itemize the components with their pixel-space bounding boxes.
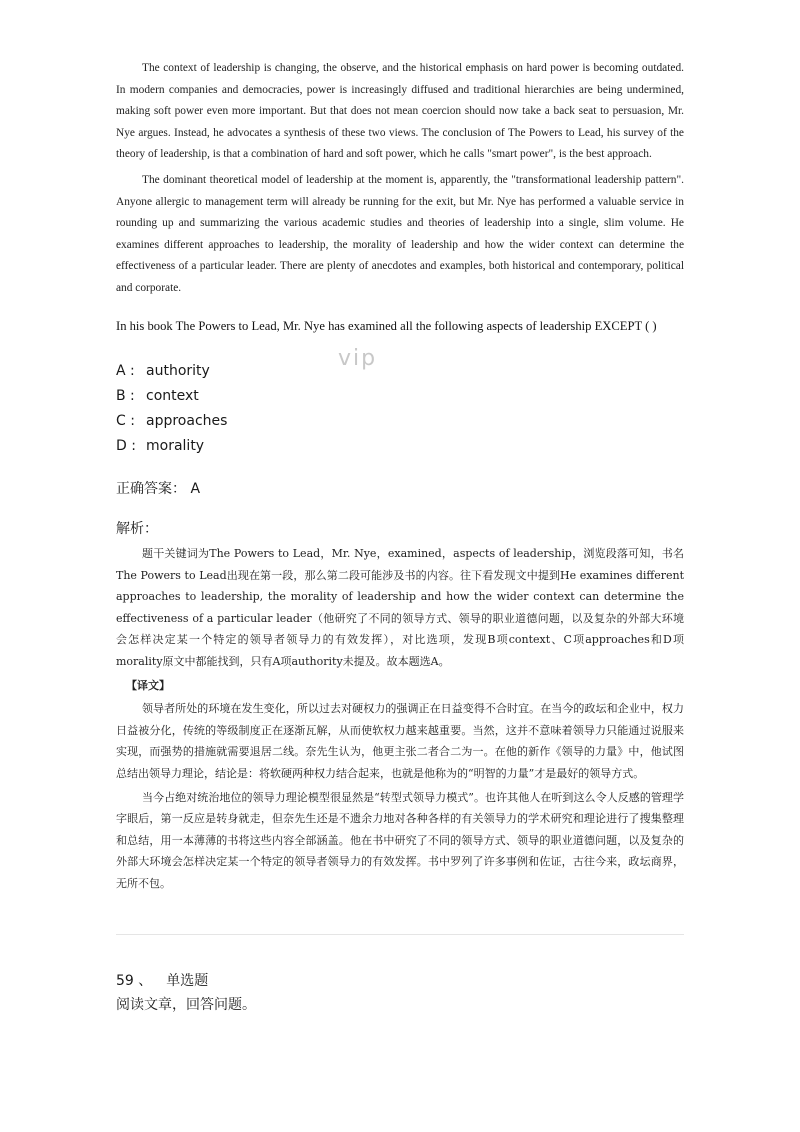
option-key: D : [116, 438, 136, 454]
watermark: vip [338, 346, 378, 371]
correct-answer [116, 478, 200, 498]
translation-paragraph-2: 当今占绝对统治地位的领导力理论模型很显然是“转型式领导力模式”。也许其他人在听到这么令人反感的管理学字眼后，第一反应是转身就走，但奈先生还是不遗余力地对各种各样的有关领导力的学术研究和理论进行了搜集整理和总结，用一本薄薄的书将这些内容全部涵盖。他在书中研究了不同的领导方式、领导的职业道德问题，以及复杂的外部大环境会怎样决定某一个特定的领导者领导力的有效发挥。书中罗列了许多事例和佐证，古往今来，政坛商界，无所不包。 [116, 790, 684, 890]
analysis-label: 解析： [116, 521, 158, 537]
passage-paragraph-2: The dominant theoretical model of leadership at the moment is, apparently, the "transformational leadership pattern". Anyone allergic to management term will already be running for the exit, but Mr. Nye has performed a valuable service in rounding up and summarizing the various academic studies and theories of leadership into a single, slim volume. He examines different approaches to leadership, the morality of leadership and how the wider context can determine the effectiveness of a particular leader. There are plenty of anecdotes and examples, both historical and contemporary, political and corporate. [116, 173, 684, 294]
section-divider [116, 934, 684, 935]
question-number: 59 、 [116, 973, 153, 989]
option-key: B : [116, 388, 135, 404]
passage-scan [116, 58, 684, 304]
option-text: authority [146, 363, 210, 379]
analysis-scan [116, 543, 684, 895]
analysis-explanation: 题干关键词为The Powers to Lead，Mr. Nye，examined，aspects of leadership，浏览段落可知，书名The Powers to Lead出现在第一段，那么第二段可能涉及书的内容。往下看发现文中提到He examines different approaches to leadership, the morality of leadership and how the wider context can determine the effectiveness of a particular leader（他研究了不同的领导方式、领导的职业道德问题，以及复杂的外部大环境会怎样决定某一个特定的领导者领导力的有效发挥），对比选项，发现B项context、C项approaches和D项morality原文中都能找到，只有A项authority未提及。故本题选A。 [116, 547, 684, 668]
answer-label: 正确答案： [116, 481, 186, 497]
option-c[interactable] [116, 410, 227, 435]
option-text: morality [146, 438, 205, 454]
passage-paragraph-1: The context of leadership is changing, the observe, and the historical emphasis on hard power is becoming outdated. In modern companies and democracies, power is increasingly diffused and traditional hierarchies are being undermined, making soft power even more important. But that does not mean coercion should now take a back seat to persuasion, Mr. Nye argues. Instead, he advocates a synthesis of these two views. The conclusion of The Powers to Lead, his survey of the theory of leadership, is that a combination of hard and soft power, which he calls "smart power", is the best approach. [116, 62, 684, 161]
option-text: context [146, 388, 199, 404]
translation-paragraph-1: 领导者所处的环境在发生变化，所以过去对硬权力的强调正在日益变得不合时宜。在当今的政坛和企业中，权力日益被分化，传统的等级制度正在逐渐瓦解，从而使软权力越来越重要。当然，这并不意味着领导力只能通过说服来实现，而强势的措施就需要退居二线。奈先生认为，他更主张二者合二为一。在他的新作《领导的力量》中，他试图总结出领导力理论，结论是：将软硬两种权力结合起来，也就是他称为的“明智的力量”才是最好的领导方式。 [116, 702, 684, 780]
next-question-header [116, 970, 208, 990]
option-key: C : [116, 413, 135, 429]
option-b[interactable] [116, 385, 227, 410]
option-key: A : [116, 363, 135, 379]
answer-value: A [190, 481, 201, 497]
question-stem: In his book The Powers to Lead, Mr. Nye has examined all the following aspects of leadership EXCEPT ( ) [116, 319, 657, 333]
option-a[interactable] [116, 360, 227, 385]
option-text: approaches [146, 413, 228, 429]
translation-title: 【译文】 [126, 678, 170, 692]
options-list [116, 360, 227, 460]
question-instruction: 阅读文章，回答问题。 [116, 997, 256, 1013]
option-d[interactable] [116, 435, 227, 460]
question-type: 单选题 [166, 973, 209, 989]
